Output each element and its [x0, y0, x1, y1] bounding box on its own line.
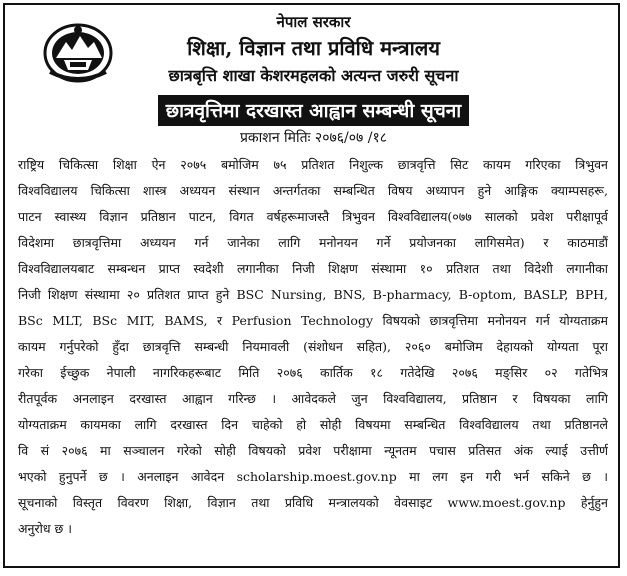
notice-headline: छात्रवृत्तिमा दरखास्त आह्वान सम्बन्धी सूचना [158, 95, 469, 126]
section-notice-title: छात्रबृत्ति शाखा केशरमहलको अत्यन्त जरुरी सूचना [168, 66, 459, 85]
body-line: गरेका ईच्छुक नेपाली नागरिकहरूबाट मिति २०७६ कार्तिक १८ गतेदेखि २०७६ मङ्सिर ०२ गतेभित्र [18, 365, 608, 380]
body-line: विश्वविद्यालयबाट सम्बन्धन प्राप्त स्वदेशी लगानीका निजी शिक्षण संस्थामा १० प्रतिशत तथा विदेशी लगानीका [18, 261, 608, 276]
body-line: निजी शिक्षण संस्थामा २० प्रतिशत प्राप्त हुने BSC Nursing, BNS, B-pharmacy, B-optom, BASLP, BPH, [18, 287, 608, 302]
body-line: BSc MLT, BSc MIT, BAMS, र Perfusion Technology विषयको छात्रवृत्तिमा मनोनयन गर्न योग्यताक्रम [18, 313, 608, 328]
notice-body [18, 152, 608, 542]
body-line: सूचनाको विस्तृत विवरण शिक्षा, विज्ञान तथा प्रविधि मन्त्रालयको वेवसाइट www.moest.gov.np हेर्नुहुन [18, 495, 608, 510]
body-line: राष्ट्रिय चिकित्सा शिक्षा ऐन २०७५ बमोजिम ७५ प्रतिशत निशुल्क छात्रवृत्ति सिट कायम गरिएका त्रिभुवन [18, 157, 608, 172]
body-line: अनुरोध छ । [18, 521, 72, 536]
body-line: कायम गर्नुपरेको हुँदा छात्रवृत्ति सम्बन्धी नियमावली (संशोधन सहित), २०६० बमोजिम देहायको योग्यता पूरा [18, 339, 608, 354]
body-line: विश्वविद्यालय चिकित्सा शास्त्र अध्ययन संस्थान अन्तर्गतका सम्बन्धित विषय अध्यापन हुने आङ्गिक क्याम्पसहरू, [18, 183, 608, 198]
headline-container [0, 95, 627, 126]
body-line: भएको हुनुपर्ने छ । अनलाइन आवेदन scholarship.moest.gov.np मा लग इन गरी भर्न सकिने छ । [18, 469, 608, 484]
body-line: विदेशमा छात्रवृत्तिमा अध्ययन गर्न जानेका लागि मनोनयन गर्ने प्रयोजनका लागिसमेत) र काठमाडौं [18, 235, 608, 250]
body-line: योग्यताक्रम कायमका लागि दरखास्त दिन चाहेको हो सोही विषयमा सम्बन्धित विश्वविद्यालय तथा प्रतिष्ठानले [18, 417, 608, 432]
body-line: रीतपूर्वक अनलाइन दरखास्त आह्वान गरिन्छ । आवेदकले जुन विश्वविद्यालय, प्रतिष्ठान र विषयका लागि [18, 391, 608, 406]
publish-date: प्रकाशन मितिः २०७६/०७ /१८ [239, 130, 388, 146]
body-line: वि सं २०७६ मा सञ्चालन गरेको सोही विषयको प्रवेश परीक्षामा न्यूनतम पचास प्रतिसत अंक ल्याई उत्तीर्ण [18, 443, 608, 458]
government-name: नेपाल सरकार [276, 13, 351, 31]
ministry-name: शिक्षा, विज्ञान तथा प्रविधि मन्त्रालय [187, 36, 440, 60]
body-line: पाटन स्वास्थ्य विज्ञान प्रतिष्ठान पाटन, विगत वर्षहरूमाजस्तै त्रिभुवन विश्वविद्यालय(०७७ सालको प्रवेश परीक्षापूर्व [18, 209, 608, 224]
